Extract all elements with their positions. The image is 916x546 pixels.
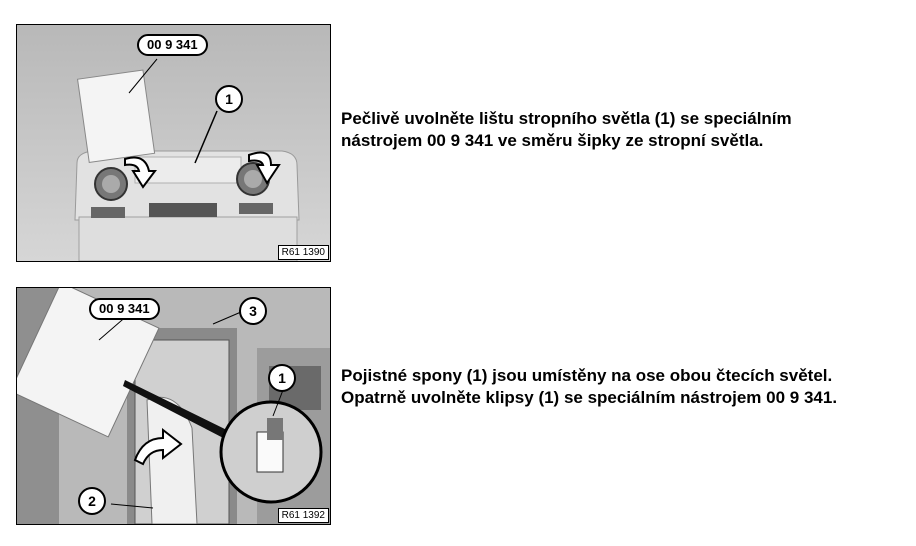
caption-line: Pečlivě uvolněte lištu stropního světla (1) se speciálním: [341, 109, 792, 128]
figure-code: R61 1390: [278, 245, 329, 260]
caption-line: Pojistné spony (1) jsou umístěny na ose obou čtecích světel.: [341, 366, 833, 385]
tool-label-callout: 00 9 341: [137, 34, 208, 56]
figure-1-illustration: [17, 25, 330, 261]
part-number-1: 1: [268, 364, 296, 392]
tool-label-callout: 00 9 341: [89, 298, 160, 320]
step-2-caption: [341, 365, 837, 409]
figure-1-photo: [16, 24, 331, 262]
caption-line: nástrojem 00 9 341 ve směru šipky ze stropní světla.: [341, 131, 764, 150]
step-1-caption: [341, 108, 792, 152]
caption-line: Opatrně uvolněte klipsy (1) se speciálním nástrojem 00 9 341.: [341, 388, 838, 407]
figure-code: R61 1392: [278, 508, 329, 523]
figure-2-photo: [16, 287, 331, 525]
part-number-3: 3: [239, 297, 267, 325]
figure-2-illustration: [17, 288, 330, 524]
part-number-1: 1: [215, 85, 243, 113]
part-number-2: 2: [78, 487, 106, 515]
